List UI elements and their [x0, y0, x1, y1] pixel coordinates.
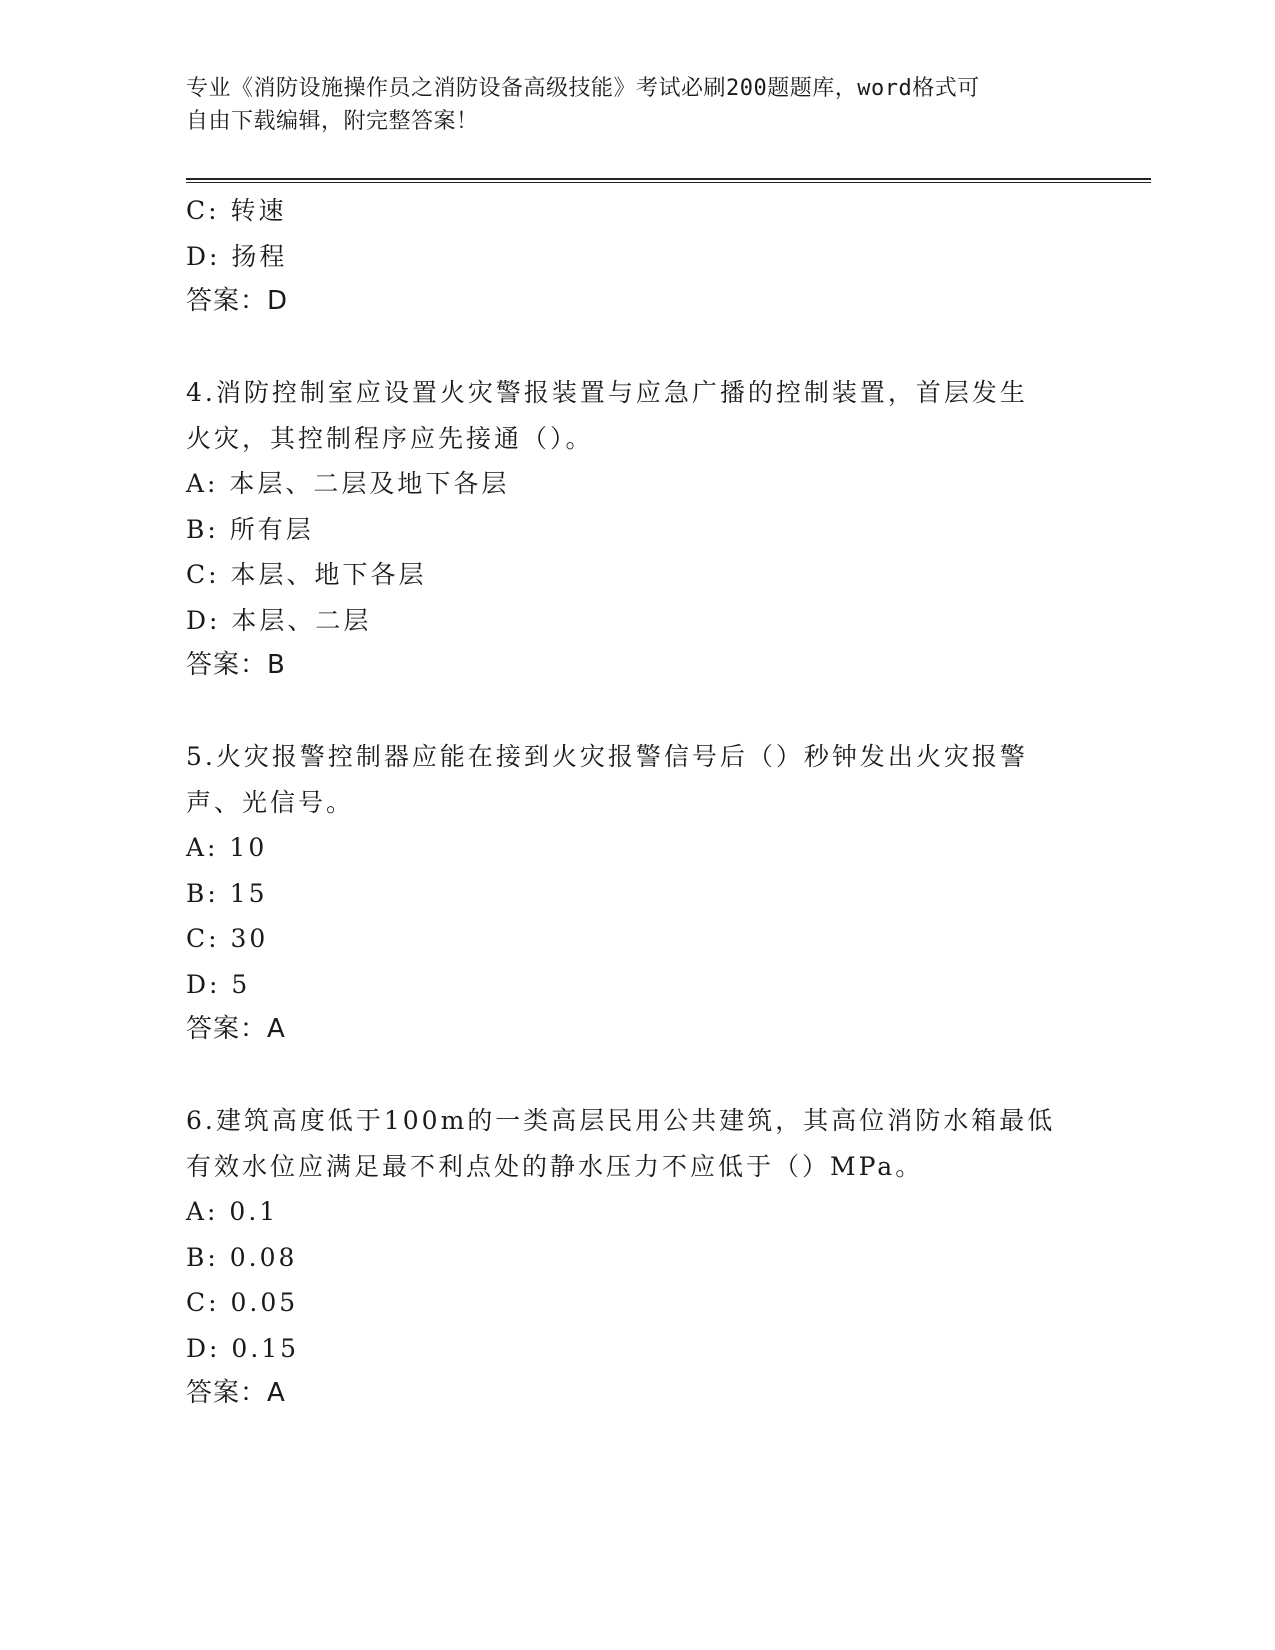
option-a: A: 本层、二层及地下各层: [186, 469, 510, 498]
option-c: C: 0.05: [186, 1288, 299, 1317]
question-text: [186, 734, 1086, 825]
header-line-2: 自由下载编辑，附完整答案！: [186, 109, 479, 134]
question-text: [186, 370, 1086, 461]
option-b: B: 所有层: [186, 514, 314, 544]
option-d: D: 本层、二层: [186, 605, 372, 635]
question-line: 有效水位应满足最不利点处的静水压力不应低于（）MPa。: [186, 1151, 924, 1181]
answer-line: 答案：B: [186, 650, 286, 680]
question-6: [186, 1098, 1086, 1417]
header-divider: [186, 178, 1151, 183]
spacer: [186, 1053, 1086, 1099]
spacer: [186, 325, 1086, 371]
question-line: 4.消防控制室应设置火灾警报装置与应急广播的控制装置，首层发生: [186, 378, 1028, 407]
option-b: B: 0.08: [186, 1242, 298, 1272]
question-line: 声、光信号。: [186, 787, 355, 817]
document-header: [186, 72, 1066, 138]
option-d: D: 0.15: [186, 1333, 300, 1363]
answer-line: 答案：A: [186, 1378, 286, 1408]
option-d: D: 5: [186, 969, 251, 999]
question-5: [186, 734, 1086, 1053]
document-body: [186, 188, 1086, 1417]
option-b: B: 15: [186, 878, 268, 908]
question-line: 6.建筑高度低于100m的一类高层民用公共建筑，其高位消防水箱最低: [186, 1106, 1056, 1135]
spacer: [186, 689, 1086, 735]
question-line: 火灾，其控制程序应先接通（）。: [186, 423, 594, 453]
option-d: D: 扬程: [186, 241, 288, 271]
answer-line: 答案：A: [186, 1014, 286, 1044]
question-text: [186, 1098, 1086, 1189]
option-c: C: 转速: [186, 196, 287, 225]
option-a: A: 10: [186, 833, 268, 862]
header-line-1: 专业《消防设施操作员之消防设备高级技能》考试必刷200题题库，word格式可: [186, 76, 980, 101]
option-c: C: 30: [186, 924, 269, 953]
question-3-continued: [186, 188, 1086, 325]
question-4: [186, 370, 1086, 689]
question-line: 5.火灾报警控制器应能在接到火灾报警信号后（）秒钟发出火灾报警: [186, 742, 1028, 771]
answer-line: 答案：D: [186, 286, 289, 316]
option-a: A: 0.1: [186, 1197, 279, 1226]
option-c: C: 本层、地下各层: [186, 560, 427, 589]
